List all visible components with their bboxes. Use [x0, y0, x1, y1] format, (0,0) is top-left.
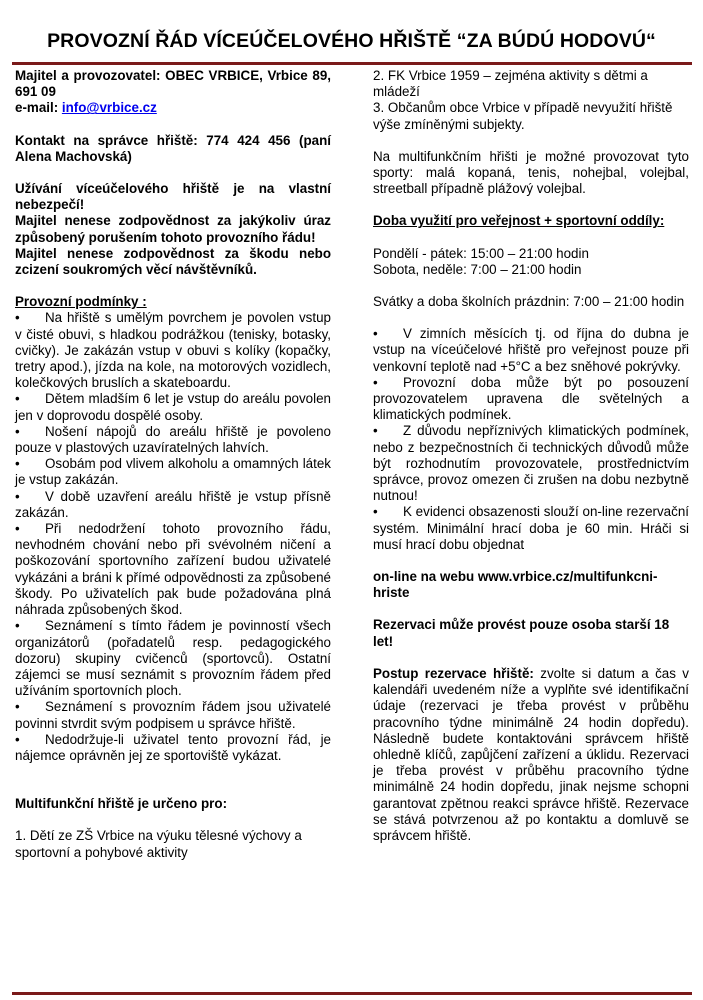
condition-item: [15, 732, 331, 764]
email-label: e-mail:: [15, 100, 62, 116]
condition-item: [15, 489, 331, 521]
email-link[interactable]: info@vrbice.cz: [61, 100, 157, 116]
note-text: Provozní doba může být po posouzení provozovatelem upravena dle světelných a klimatických podmínek.: [373, 374, 689, 423]
condition-item: [15, 456, 331, 488]
purpose-item-2: 2. FK Vrbice 1959 – zejména aktivity s dětmi a mládeží: [373, 68, 648, 100]
bottom-divider: [12, 992, 692, 995]
procedure-label: Postup rezervace hřiště:: [373, 665, 534, 681]
left-column: [15, 68, 331, 861]
reservation-procedure: [373, 666, 689, 844]
bullet-icon: •: [15, 731, 20, 747]
bullet-icon: •: [15, 699, 20, 715]
sports-info: Na multifunkčním hřišti je možné provozovat tyto sporty: malá kopaná, tenis, nohejbal, volejbal, streetball případně plážový volejbal.: [373, 148, 689, 197]
bullet-icon: •: [15, 310, 20, 326]
condition-item: [15, 310, 331, 391]
hours-heading: Doba využití pro veřejnost + sportovní oddíly:: [373, 213, 665, 229]
conditions-heading: Provozní podmínky :: [15, 294, 147, 310]
bullet-icon: •: [15, 423, 20, 439]
bullet-icon: •: [15, 391, 20, 407]
note-item: [373, 504, 689, 553]
warning-1: Užívání víceúčelového hřiště je na vlastní nebezpečí!: [15, 181, 331, 213]
right-column: [373, 68, 689, 844]
bullet-icon: •: [15, 456, 20, 472]
contact-info: Kontakt na správce hřiště: 774 424 456 (paní Alena Machovská): [15, 132, 331, 164]
note-text: Z důvodu nepříznivých klimatických podmínek, nebo z bezpečnostních či technických důvodů může být rozhodnutím provozovatele, prostřednictvím správce, provoz omezen či zrušen na dobu nezbytně nutnou!: [373, 423, 689, 504]
note-text: K evidenci obsazenosti slouží on-line rezervační systém. Minimální hrací doba je 60 min. Hráči si musí hrací dobu objednat: [373, 504, 689, 552]
condition-text: Nedodržuje-li uživatel tento provozní řád, je nájemce oprávněn jej ze sportoviště vykázat.: [15, 731, 331, 763]
condition-text: Seznámení s tímto řádem je povinností všech organizátorů (pořadatelů resp. pedagogického dozoru) skupiny cvičenců (sportovců). Ostatní zájemci se musí seznámit s provozním řádem před užíváním sportovních ploch.: [15, 618, 331, 699]
warning-2: Majitel nenese zodpovědnost za jakýkoliv úraz způsobený porušením tohoto provozního řádu!: [15, 213, 331, 245]
condition-item: [15, 521, 331, 618]
purpose-heading: Multifunkční hřiště je určeno pro:: [15, 796, 228, 812]
bullet-icon: •: [373, 504, 378, 520]
condition-text: Dětem mladším 6 let je vstup do areálu povolen jen v doprovodu dospělé osoby.: [15, 391, 331, 423]
bullet-icon: •: [15, 618, 20, 634]
bullet-icon: •: [15, 521, 20, 537]
bullet-icon: •: [373, 374, 378, 390]
note-text: V zimních měsících tj. od října do dubna je vstup na víceúčelové hřiště pro veřejnost pouze při venkovní teplotě nad +5°C a bez sněhové pokrývky.: [373, 326, 689, 374]
condition-text: Při nedodržení tohoto provozního řádu, nevhodném chování nebo při svévolném ničení a poškozování sportovního zařízení budou uživatelé vykázáni a bráni k přímé odpovědnosti za způsobené škody. Po uživatelích pak bude požadována plná náhrada způsobených škod.: [15, 521, 331, 618]
condition-text: Osobám pod vlivem alkoholu a omamných látek je vstup zakázán.: [15, 456, 331, 488]
hours-weekend: Sobota, neděle: 7:00 – 21:00 hodin: [373, 261, 582, 277]
purpose-item-3: 3. Občanům obce Vrbice v případě nevyužití hřiště výše zmíněnými subjekty.: [373, 100, 673, 132]
purpose-item-1: 1. Dětí ze ZŠ Vrbice na výuku tělesné výchovy a sportovní a pohybové aktivity: [15, 828, 302, 860]
condition-item: [15, 618, 331, 699]
condition-item: [15, 424, 331, 456]
condition-text: Nošení nápojů do areálu hřiště je povoleno pouze v plastových uzavíratelných lahvích.: [15, 423, 331, 456]
note-item: [373, 375, 689, 424]
bullet-icon: •: [373, 423, 378, 439]
hours-weekdays: Pondělí - pátek: 15:00 – 21:00 hodin: [373, 245, 589, 261]
condition-item: [15, 699, 331, 731]
note-item: [373, 326, 689, 375]
bullet-icon: •: [373, 326, 378, 342]
condition-text: Na hřiště s umělým povrchem je povolen vstup v čisté obuvi, s hladkou podrážkou (tenisky, botasky, cvičky). Je zakázán vstup v obuvi s kolíky (kopačky, tretry apod.), jízda na kole, na motorových vozidlech, kolečkových bruslích a skateboardu.: [15, 310, 331, 391]
age-requirement: Rezervaci může provést pouze osoba starší 18 let!: [373, 617, 670, 649]
warning-3: Majitel nenese zodpovědnost za škodu nebo zcizení soukromých věcí návštěvníků.: [15, 245, 331, 278]
owner-info: Majitel a provozovatel: OBEC VRBICE, Vrbice 89, 691 09: [15, 68, 331, 100]
hours-holidays: Svátky a doba školních prázdnin: 7:00 – 21:00 hodin: [373, 294, 685, 310]
email-line: [15, 100, 331, 116]
top-divider: [12, 62, 692, 65]
procedure-text: zvolte si datum a čas v kalendáři uvedeném níže a vyplňte své identifikační údaje (rezervaci je třeba provést v průběhu pracovního týdne minimálně 24 hodin dopředu). Následně budete kontaktováni správcem hřiště ohledně klíčů, zapůjčení zařízení a úklidu. Rezervaci je třeba provést v průběhu pracovního týdne minimálně 24 hodin dopředu, jinak nejsme schopni garantovat zpětnou reakci správce hřiště. Rezervace se stává potvrzenou až po kontaktu a domluvě se správcem hřiště.: [373, 665, 690, 843]
note-item: [373, 423, 689, 504]
condition-text: V době uzavření areálu hřiště je vstup přísně zakázán.: [15, 488, 331, 520]
bullet-icon: •: [15, 488, 20, 504]
online-reservation-link: on-line na webu www.vrbice.cz/multifunkcni-hriste: [373, 569, 658, 601]
condition-text: Seznámení s provozním řádem jsou uživatelé povinni stvrdit svým podpisem u správce hřiště.: [15, 699, 331, 731]
document-title: PROVOZNÍ ŘÁD VÍCEÚČELOVÉHO HŘIŠTĚ “ZA BÚDÚ HODOVÚ“: [47, 30, 656, 52]
condition-item: [15, 391, 331, 423]
